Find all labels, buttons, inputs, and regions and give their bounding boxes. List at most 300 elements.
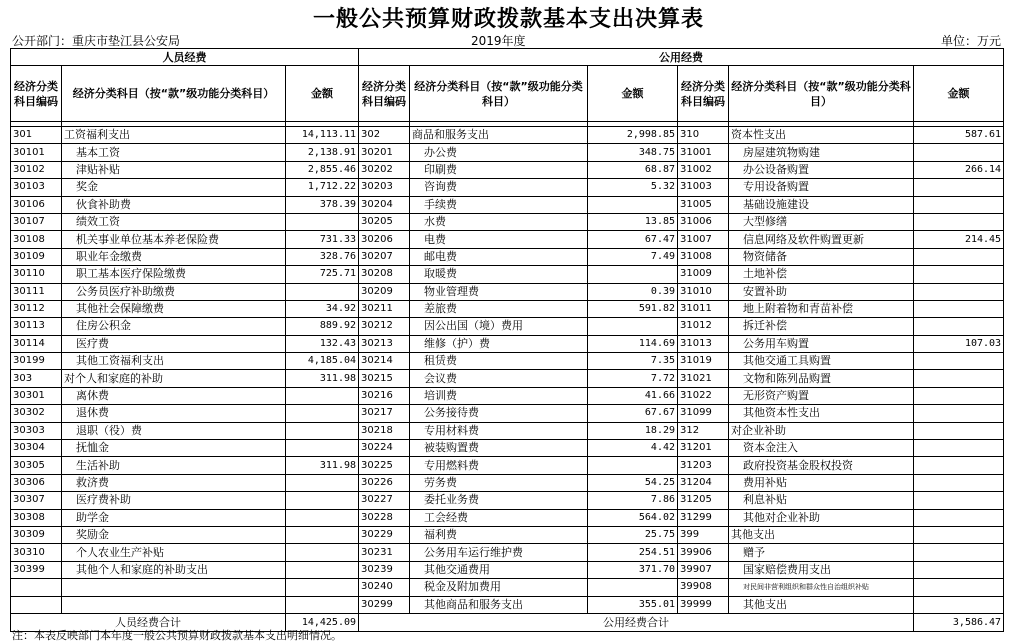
amount-cell xyxy=(286,405,359,422)
department-label: 公开部门：重庆市垫江县公安局 xyxy=(12,34,181,48)
item-name-cell: 其他资本性支出 xyxy=(729,405,914,422)
amount-cell: 2,138.91 xyxy=(286,144,359,161)
code-cell: 30224 xyxy=(359,440,410,457)
amount-cell: 107.03 xyxy=(914,335,1004,352)
table-row xyxy=(11,422,1004,439)
item-name-cell: 电费 xyxy=(410,231,588,248)
item-name-cell: 办公设备购置 xyxy=(729,161,914,178)
code-cell: 30103 xyxy=(11,179,62,196)
code-cell: 30214 xyxy=(359,353,410,370)
table-row xyxy=(11,405,1004,422)
amount-cell: 1,712.22 xyxy=(286,179,359,196)
name-header: 经济分类科目（按“款”级功能分类科目） xyxy=(410,66,588,122)
item-name-cell: 劳务费 xyxy=(410,474,588,491)
amount-cell: 132.43 xyxy=(286,335,359,352)
table-row xyxy=(11,579,1004,596)
item-name-cell: 地上附着物和青苗补偿 xyxy=(729,300,914,317)
item-name-cell: 文物和陈列品购置 xyxy=(729,370,914,387)
amount-cell xyxy=(914,179,1004,196)
item-name-cell: 公务接待费 xyxy=(410,405,588,422)
item-name-cell: 退休费 xyxy=(62,405,286,422)
amount-cell xyxy=(914,457,1004,474)
item-name-cell: 机关事业单位基本养老保险费 xyxy=(62,231,286,248)
amount-cell xyxy=(914,266,1004,283)
amount-cell xyxy=(914,387,1004,404)
amount-cell xyxy=(914,318,1004,335)
item-name-cell: 公务用车购置 xyxy=(729,335,914,352)
amount-cell xyxy=(914,544,1004,561)
item-name-cell: 赠予 xyxy=(729,544,914,561)
amount-cell xyxy=(914,370,1004,387)
public-group-header: 公用经费 xyxy=(359,49,1004,66)
amount-cell: 18.29 xyxy=(588,422,678,439)
code-cell: 30308 xyxy=(11,509,62,526)
amount-cell xyxy=(914,144,1004,161)
amount-cell xyxy=(914,474,1004,491)
code-cell: 303 xyxy=(11,370,62,387)
item-name-cell: 其他交通费用 xyxy=(410,561,588,578)
amount-cell: 7.86 xyxy=(588,492,678,509)
amount-cell: 311.98 xyxy=(286,457,359,474)
table-row xyxy=(11,196,1004,213)
table-row xyxy=(11,440,1004,457)
table-row xyxy=(11,283,1004,300)
code-cell: 30299 xyxy=(359,596,410,613)
amount-cell: 591.82 xyxy=(588,300,678,317)
item-name-cell: 维修（护）费 xyxy=(410,335,588,352)
amount-cell: 214.45 xyxy=(914,231,1004,248)
item-name-cell: 专用设备购置 xyxy=(729,179,914,196)
code-cell: 302 xyxy=(359,127,410,144)
amount-cell xyxy=(914,509,1004,526)
table-row xyxy=(11,353,1004,370)
item-name-cell: 安置补助 xyxy=(729,283,914,300)
code-cell: 31010 xyxy=(678,283,729,300)
item-name-cell xyxy=(62,596,286,613)
name-header: 经济分类科目（按“款”级功能分类科目） xyxy=(62,66,286,122)
table-row xyxy=(11,127,1004,144)
item-name-cell: 其他社会保障缴费 xyxy=(62,300,286,317)
amount-cell xyxy=(914,213,1004,230)
amount-cell: 4.42 xyxy=(588,440,678,457)
code-cell: 31005 xyxy=(678,196,729,213)
item-name-cell: 国家赔偿费用支出 xyxy=(729,561,914,578)
amount-cell xyxy=(286,474,359,491)
amount-cell: 13.85 xyxy=(588,213,678,230)
item-name-cell: 土地补偿 xyxy=(729,266,914,283)
item-name-cell: 奖励金 xyxy=(62,526,286,543)
year-label: 2019年度 xyxy=(471,34,526,48)
amount-cell: 725.71 xyxy=(286,266,359,283)
code-cell: 30102 xyxy=(11,161,62,178)
item-name-cell: 信息网络及软件购置更新 xyxy=(729,231,914,248)
item-name-cell: 专用燃料费 xyxy=(410,457,588,474)
code-cell: 30225 xyxy=(359,457,410,474)
item-name-cell: 抚恤金 xyxy=(62,440,286,457)
code-cell: 30114 xyxy=(11,335,62,352)
code-cell: 30208 xyxy=(359,266,410,283)
item-name-cell: 租赁费 xyxy=(410,353,588,370)
code-cell: 39908 xyxy=(678,579,729,596)
unit-label: 单位：万元 xyxy=(940,34,1001,48)
item-name-cell: 办公费 xyxy=(410,144,588,161)
item-name-cell: 公务员医疗补助缴费 xyxy=(62,283,286,300)
item-name-cell: 咨询费 xyxy=(410,179,588,196)
item-name-cell: 住房公积金 xyxy=(62,318,286,335)
code-cell: 30211 xyxy=(359,300,410,317)
code-cell: 30216 xyxy=(359,387,410,404)
code-cell: 30306 xyxy=(11,474,62,491)
code-cell: 312 xyxy=(678,422,729,439)
table-row xyxy=(11,335,1004,352)
item-name-cell: 对民间非营利组织和群众性自治组织补贴 xyxy=(729,579,914,596)
amount-cell: 378.39 xyxy=(286,196,359,213)
code-cell: 30199 xyxy=(11,353,62,370)
code-cell: 30228 xyxy=(359,509,410,526)
amount-cell xyxy=(286,387,359,404)
footnote: 注：本表反映部门本年度一般公共预算财政拨款基本支出明细情况。 xyxy=(12,629,342,642)
item-name-cell: 助学金 xyxy=(62,509,286,526)
public-total-label: 公用经费合计 xyxy=(359,613,914,631)
amount-cell: 7.35 xyxy=(588,353,678,370)
item-name-cell: 基本工资 xyxy=(62,144,286,161)
item-name-cell: 因公出国（境）费用 xyxy=(410,318,588,335)
item-name-cell: 委托业务费 xyxy=(410,492,588,509)
amount-cell: 34.92 xyxy=(286,300,359,317)
code-cell: 31003 xyxy=(678,179,729,196)
table-row xyxy=(11,144,1004,161)
code-cell: 31019 xyxy=(678,353,729,370)
amount-cell xyxy=(588,196,678,213)
item-name-cell: 工资福利支出 xyxy=(62,127,286,144)
item-name-cell: 专用材料费 xyxy=(410,422,588,439)
code-cell: 31013 xyxy=(678,335,729,352)
amount-cell xyxy=(914,579,1004,596)
item-name-cell: 资本性支出 xyxy=(729,127,914,144)
amount-cell xyxy=(286,544,359,561)
table-row xyxy=(11,474,1004,491)
code-cell: 30111 xyxy=(11,283,62,300)
code-cell: 30309 xyxy=(11,526,62,543)
code-cell: 30107 xyxy=(11,213,62,230)
amount-cell xyxy=(914,283,1004,300)
item-name-cell: 物业管理费 xyxy=(410,283,588,300)
item-name-cell: 对企业补助 xyxy=(729,422,914,439)
code-cell: 31008 xyxy=(678,248,729,265)
code-cell: 31203 xyxy=(678,457,729,474)
amount-cell xyxy=(914,596,1004,613)
amount-cell: 2,855.46 xyxy=(286,161,359,178)
amount-cell: 5.32 xyxy=(588,179,678,196)
amount-cell: 266.14 xyxy=(914,161,1004,178)
item-name-cell: 手续费 xyxy=(410,196,588,213)
item-name-cell: 医疗费补助 xyxy=(62,492,286,509)
code-cell: 30112 xyxy=(11,300,62,317)
item-name-cell: 无形资产购置 xyxy=(729,387,914,404)
amount-cell: 731.33 xyxy=(286,231,359,248)
amount-cell: 4,185.04 xyxy=(286,353,359,370)
table-row xyxy=(11,387,1004,404)
item-name-cell: 职业年金缴费 xyxy=(62,248,286,265)
amount-cell: 67.47 xyxy=(588,231,678,248)
table-row xyxy=(11,509,1004,526)
code-cell: 30201 xyxy=(359,144,410,161)
item-name-cell: 离休费 xyxy=(62,387,286,404)
code-cell: 30206 xyxy=(359,231,410,248)
name-header: 经济分类科目（按“款”级功能分类科目） xyxy=(729,66,914,122)
item-name-cell: 退职（役）费 xyxy=(62,422,286,439)
amount-cell: 7.72 xyxy=(588,370,678,387)
table-row xyxy=(11,596,1004,613)
item-name-cell: 其他交通工具购置 xyxy=(729,353,914,370)
amount-cell xyxy=(286,492,359,509)
code-cell: 31201 xyxy=(678,440,729,457)
code-cell: 31205 xyxy=(678,492,729,509)
amount-cell: 41.66 xyxy=(588,387,678,404)
item-name-cell: 被装购置费 xyxy=(410,440,588,457)
table-row xyxy=(11,457,1004,474)
personnel-total-value: 14,425.09 xyxy=(286,613,359,631)
item-name-cell: 政府投资基金股权投资 xyxy=(729,457,914,474)
amount-cell: 328.76 xyxy=(286,248,359,265)
code-cell: 39907 xyxy=(678,561,729,578)
code-cell: 30109 xyxy=(11,248,62,265)
amount-cell xyxy=(286,213,359,230)
public-total-value: 3,586.47 xyxy=(914,613,1004,631)
item-name-cell: 利息补贴 xyxy=(729,492,914,509)
code-cell: 30305 xyxy=(11,457,62,474)
code-cell: 30213 xyxy=(359,335,410,352)
code-cell: 31021 xyxy=(678,370,729,387)
amount-cell xyxy=(286,440,359,457)
table-row xyxy=(11,213,1004,230)
code-cell: 30217 xyxy=(359,405,410,422)
code-cell: 30226 xyxy=(359,474,410,491)
table-body xyxy=(11,122,1004,614)
item-name-cell: 对个人和家庭的补助 xyxy=(62,370,286,387)
code-cell: 399 xyxy=(678,526,729,543)
item-name-cell xyxy=(62,579,286,596)
code-cell: 30302 xyxy=(11,405,62,422)
amount-cell: 25.75 xyxy=(588,526,678,543)
table-row xyxy=(11,561,1004,578)
code-cell: 30205 xyxy=(359,213,410,230)
code-cell: 31299 xyxy=(678,509,729,526)
table-row xyxy=(11,179,1004,196)
item-name-cell: 津贴补贴 xyxy=(62,161,286,178)
item-name-cell: 公务用车运行维护费 xyxy=(410,544,588,561)
table-row xyxy=(11,318,1004,335)
item-name-cell: 税金及附加费用 xyxy=(410,579,588,596)
amount-cell: 564.02 xyxy=(588,509,678,526)
item-name-cell: 职工基本医疗保险缴费 xyxy=(62,266,286,283)
amount-cell: 348.75 xyxy=(588,144,678,161)
item-name-cell: 其他个人和家庭的补助支出 xyxy=(62,561,286,578)
table-row xyxy=(11,526,1004,543)
amount-cell xyxy=(914,196,1004,213)
code-cell: 30101 xyxy=(11,144,62,161)
report-title: 一般公共预算财政拨款基本支出决算表 xyxy=(312,7,704,32)
code-cell: 31006 xyxy=(678,213,729,230)
code-header: 经济分类科目编码 xyxy=(359,66,410,122)
amount-cell xyxy=(914,492,1004,509)
item-name-cell: 其他工资福利支出 xyxy=(62,353,286,370)
code-cell: 30202 xyxy=(359,161,410,178)
amount-cell xyxy=(914,440,1004,457)
code-cell xyxy=(11,596,62,613)
amount-cell: 0.39 xyxy=(588,283,678,300)
amount-cell: 67.67 xyxy=(588,405,678,422)
amount-cell xyxy=(914,561,1004,578)
item-name-cell: 大型修缮 xyxy=(729,213,914,230)
amount-cell: 889.92 xyxy=(286,318,359,335)
amount-cell: 7.49 xyxy=(588,248,678,265)
code-cell: 30239 xyxy=(359,561,410,578)
code-cell: 30399 xyxy=(11,561,62,578)
item-name-cell: 物资储备 xyxy=(729,248,914,265)
code-cell: 31099 xyxy=(678,405,729,422)
amount-cell: 14,113.11 xyxy=(286,127,359,144)
table-row xyxy=(11,370,1004,387)
table-row xyxy=(11,544,1004,561)
amount-cell: 371.70 xyxy=(588,561,678,578)
code-header: 经济分类科目编码 xyxy=(678,66,729,122)
item-name-cell: 邮电费 xyxy=(410,248,588,265)
amount-header: 金额 xyxy=(286,66,359,122)
table-row xyxy=(11,300,1004,317)
item-name-cell: 其他商品和服务支出 xyxy=(410,596,588,613)
code-cell: 30110 xyxy=(11,266,62,283)
code-cell: 30240 xyxy=(359,579,410,596)
item-name-cell: 会议费 xyxy=(410,370,588,387)
code-cell: 30303 xyxy=(11,422,62,439)
amount-cell xyxy=(286,526,359,543)
expenditure-table xyxy=(10,48,1004,632)
code-cell: 31204 xyxy=(678,474,729,491)
amount-cell xyxy=(914,300,1004,317)
table-row xyxy=(11,231,1004,248)
item-name-cell: 拆迁补偿 xyxy=(729,318,914,335)
table-row xyxy=(11,492,1004,509)
code-cell: 30218 xyxy=(359,422,410,439)
amount-cell xyxy=(286,579,359,596)
code-cell: 31002 xyxy=(678,161,729,178)
code-cell: 31022 xyxy=(678,387,729,404)
code-cell: 30307 xyxy=(11,492,62,509)
item-name-cell: 伙食补助费 xyxy=(62,196,286,213)
item-name-cell: 医疗费 xyxy=(62,335,286,352)
code-cell: 30106 xyxy=(11,196,62,213)
code-cell: 301 xyxy=(11,127,62,144)
item-name-cell: 生活补助 xyxy=(62,457,286,474)
code-cell: 30207 xyxy=(359,248,410,265)
item-name-cell: 救济费 xyxy=(62,474,286,491)
code-cell: 30108 xyxy=(11,231,62,248)
code-cell: 30204 xyxy=(359,196,410,213)
code-cell: 310 xyxy=(678,127,729,144)
item-name-cell: 费用补贴 xyxy=(729,474,914,491)
amount-cell xyxy=(914,526,1004,543)
amount-cell: 68.87 xyxy=(588,161,678,178)
amount-cell: 311.98 xyxy=(286,370,359,387)
code-cell: 39906 xyxy=(678,544,729,561)
code-cell: 30203 xyxy=(359,179,410,196)
code-cell: 31009 xyxy=(678,266,729,283)
amount-cell xyxy=(588,457,678,474)
code-cell: 31007 xyxy=(678,231,729,248)
amount-cell: 254.51 xyxy=(588,544,678,561)
code-cell: 31011 xyxy=(678,300,729,317)
code-cell: 31001 xyxy=(678,144,729,161)
code-cell: 30304 xyxy=(11,440,62,457)
amount-cell: 114.69 xyxy=(588,335,678,352)
amount-cell xyxy=(286,422,359,439)
code-cell xyxy=(11,579,62,596)
item-name-cell: 水费 xyxy=(410,213,588,230)
amount-cell: 355.01 xyxy=(588,596,678,613)
code-cell: 30212 xyxy=(359,318,410,335)
code-cell: 30231 xyxy=(359,544,410,561)
amount-cell: 2,998.85 xyxy=(588,127,678,144)
table-row xyxy=(11,248,1004,265)
item-name-cell: 商品和服务支出 xyxy=(410,127,588,144)
item-name-cell: 其他对企业补助 xyxy=(729,509,914,526)
amount-cell xyxy=(588,579,678,596)
item-name-cell: 奖金 xyxy=(62,179,286,196)
code-cell: 30113 xyxy=(11,318,62,335)
item-name-cell: 差旅费 xyxy=(410,300,588,317)
code-cell: 30229 xyxy=(359,526,410,543)
item-name-cell: 房屋建筑物购建 xyxy=(729,144,914,161)
amount-cell: 587.61 xyxy=(914,127,1004,144)
code-cell: 31012 xyxy=(678,318,729,335)
code-cell: 30227 xyxy=(359,492,410,509)
amount-cell xyxy=(914,353,1004,370)
amount-cell xyxy=(286,509,359,526)
amount-cell xyxy=(286,561,359,578)
item-name-cell: 福利费 xyxy=(410,526,588,543)
personnel-group-header: 人员经费 xyxy=(11,49,359,66)
amount-cell: 54.25 xyxy=(588,474,678,491)
item-name-cell: 个人农业生产补贴 xyxy=(62,544,286,561)
table-row xyxy=(11,266,1004,283)
code-cell: 30310 xyxy=(11,544,62,561)
item-name-cell: 其他支出 xyxy=(729,526,914,543)
item-name-cell: 其他支出 xyxy=(729,596,914,613)
code-cell: 39999 xyxy=(678,596,729,613)
code-cell: 30209 xyxy=(359,283,410,300)
amount-cell xyxy=(588,318,678,335)
item-name-cell: 印刷费 xyxy=(410,161,588,178)
amount-cell xyxy=(914,248,1004,265)
amount-cell xyxy=(914,405,1004,422)
item-name-cell: 取暖费 xyxy=(410,266,588,283)
amount-cell xyxy=(286,283,359,300)
table-row xyxy=(11,161,1004,178)
personnel-total-label: 人员经费合计 xyxy=(11,613,286,631)
amount-header: 金额 xyxy=(914,66,1004,122)
code-header: 经济分类科目编码 xyxy=(11,66,62,122)
item-name-cell: 培训费 xyxy=(410,387,588,404)
amount-cell xyxy=(914,422,1004,439)
amount-header: 金额 xyxy=(588,66,678,122)
code-cell: 30215 xyxy=(359,370,410,387)
item-name-cell: 工会经费 xyxy=(410,509,588,526)
amount-cell xyxy=(286,596,359,613)
item-name-cell: 基础设施建设 xyxy=(729,196,914,213)
item-name-cell: 绩效工资 xyxy=(62,213,286,230)
code-cell: 30301 xyxy=(11,387,62,404)
